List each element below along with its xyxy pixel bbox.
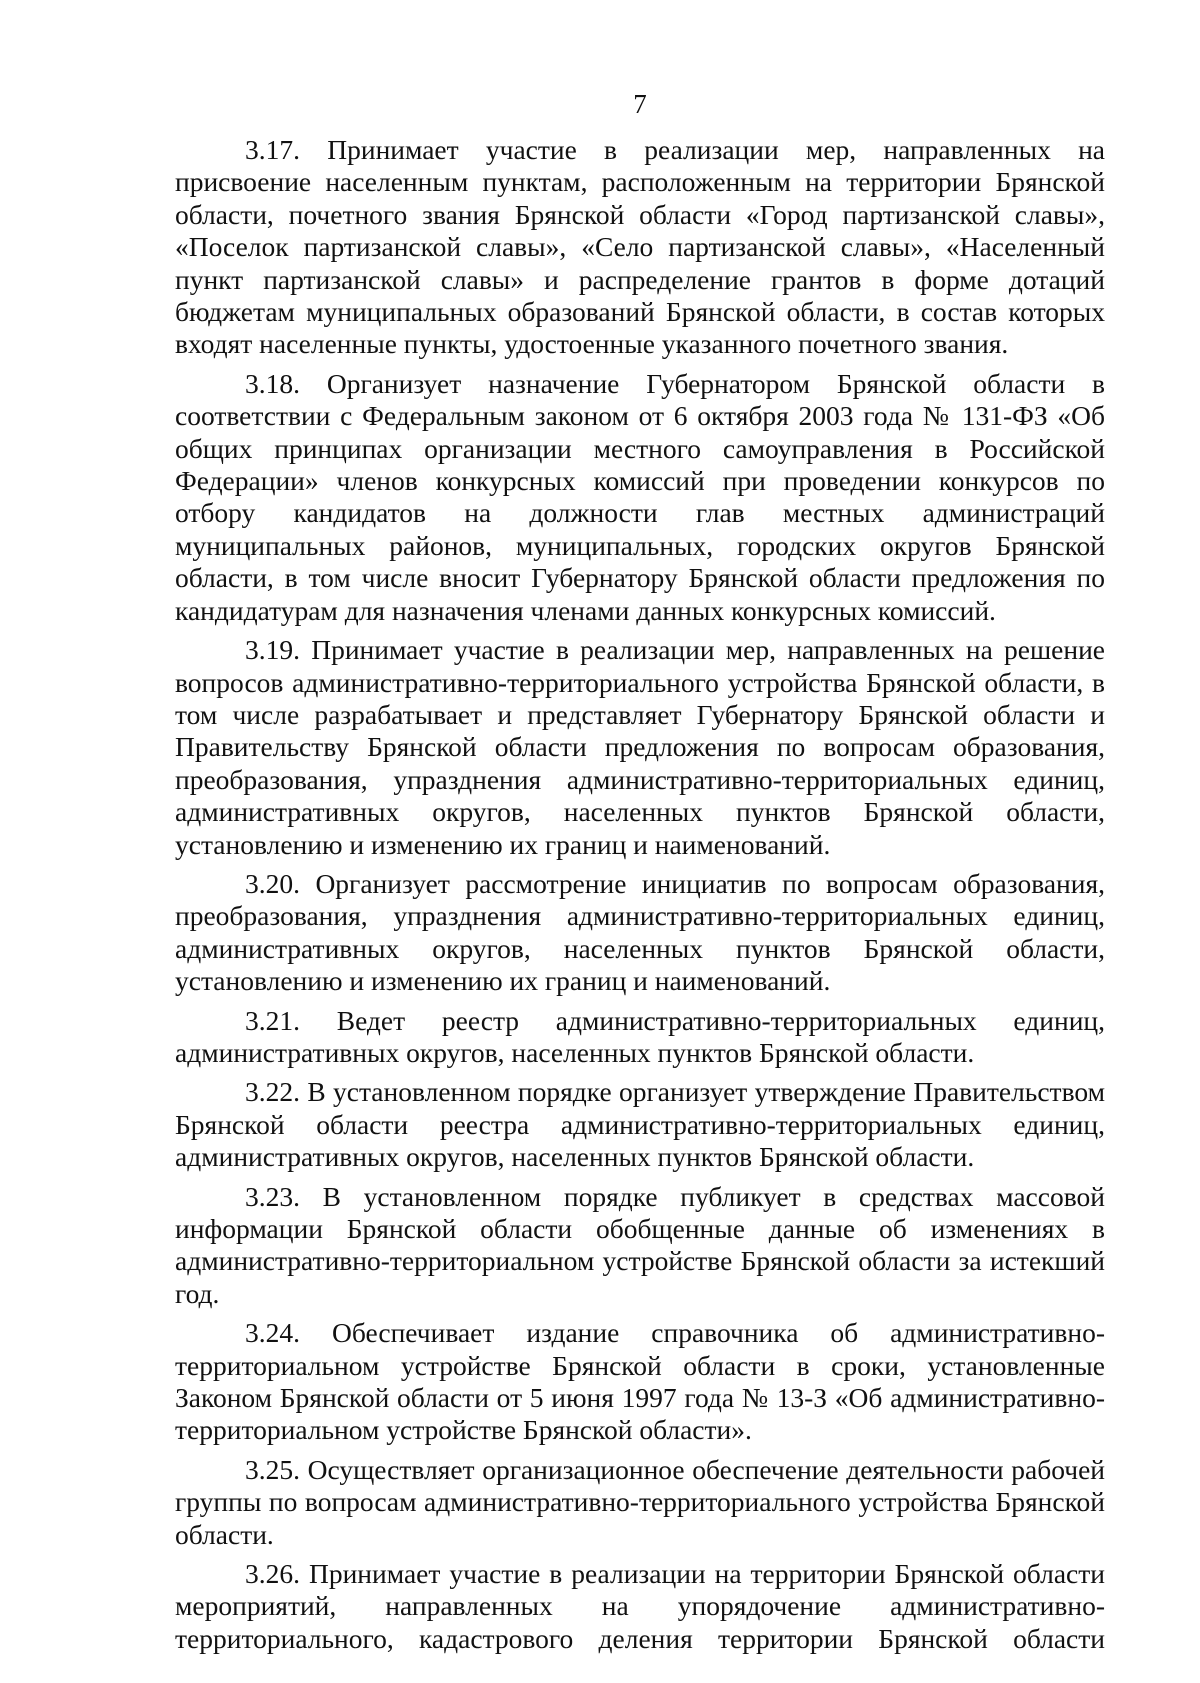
paragraph-3-18: 3.18. Организует назначение Губернатором Брянской области в соответствии с Федеральным законом от 6 октября 2003 года № 131-ФЗ «Об общих принципах организации местного самоуправления в Российской Федерации» членов конкурсных комиссий при проведении конкурсов по отбору кандидатов на должности глав местных администраций муниципальных районов, муниципальных, городских округов Брянской области, в том числе вносит Губернатору Брянской области предложения по кандидатурам для назначения членами данных конкурсных комиссий. <box>175 367 1105 626</box>
paragraph-3-24: 3.24. Обеспечивает издание справочника об административно-территориальном устройстве Брянской области в сроки, установленные Законом Брянской области от 5 июня 1997 года № 13-З «Об административно-территориальном устройстве Брянской области». <box>175 1317 1105 1446</box>
page-number: 7 <box>633 89 647 119</box>
paragraph-3-26: 3.26. Принимает участие в реализации на территории Брянской области мероприятий, направленных на упорядочение административно-территориального, кадастрового деления территории Брянской области <box>175 1558 1105 1654</box>
paragraph-3-21: 3.21. Ведет реестр административно-территориальных единиц, административных округов, населенных пунктов Брянской области. <box>175 1004 1105 1068</box>
paragraph-3-19: 3.19. Принимает участие в реализации мер, направленных на решение вопросов административно-территориального устройства Брянской области, в том числе разрабатывает и представляет Губернатору Брянской области и Правительству Брянской области предложения по вопросам образования, преобразования, упразднения административно-территориальных единиц, административных округов, населенных пунктов Брянской области, установлению и изменению их границ и наименований. <box>175 634 1105 860</box>
paragraph-3-20: 3.20. Организует рассмотрение инициатив по вопросам образования, преобразования, упразднения административно-территориальных единиц, административных округов, населенных пунктов Брянской области, установлению и изменению их границ и наименований. <box>175 867 1105 997</box>
paragraph-3-25: 3.25. Осуществляет организационное обеспечение деятельности рабочей группы по вопросам административно-территориального устройства Брянской области. <box>175 1453 1105 1550</box>
document-body <box>175 134 1105 1655</box>
paragraph-3-23: 3.23. В установленном порядке публикует в средствах массовой информации Брянской области обобщенные данные об изменениях в административно-территориальном устройстве Брянской области за истекший год. <box>175 1180 1105 1309</box>
paragraph-3-17: 3.17. Принимает участие в реализации мер, направленных на присвоение населенным пунктам, расположенным на территории Брянской области, почетного звания Брянской области «Город партизанской славы», «Поселок партизанской славы», «Село партизанской славы», «Населенный пункт партизанской славы» и распределение грантов в форме дотаций бюджетам муниципальных образований Брянской области, в состав которых входят населенные пункты, удостоенные указанного почетного звания. <box>175 134 1105 360</box>
paragraph-3-22: 3.22. В установленном порядке организует утверждение Правительством Брянской области реестра административно-территориальных единиц, административных округов, населенных пунктов Брянской области. <box>175 1076 1105 1173</box>
